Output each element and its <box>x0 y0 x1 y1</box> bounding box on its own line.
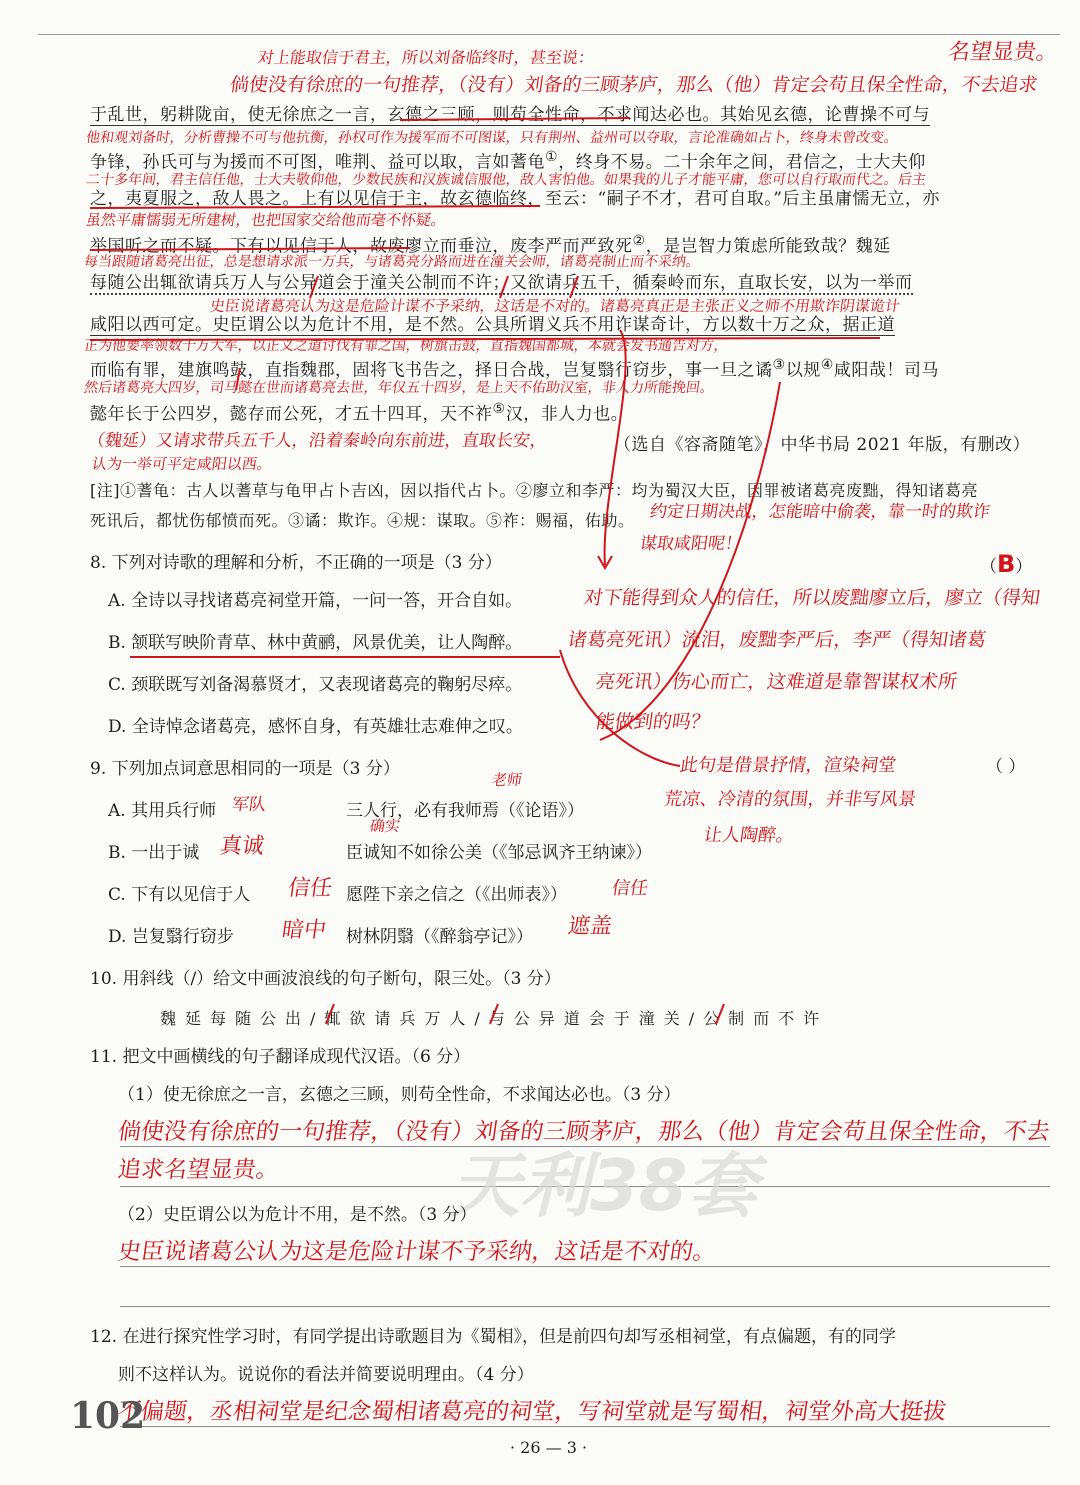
gloss-d-right: 遮盖 <box>566 914 614 939</box>
handwritten-gloss-5: 史臣说诸葛亮认为这是危险计谋不予采纳，这话是不对的。诸葛亮真正是主张正义之师不用欺诈阴谋诡计 <box>208 297 902 315</box>
passage-text: ，终身不易。二十余年之间，君信之，士大夫仰 <box>558 152 926 173</box>
passage-text: 以规 <box>785 360 821 381</box>
footnote-marker: ③ <box>772 357 786 373</box>
q9-row-d-right: 树林阴翳（《醉翁亭记》） <box>346 927 533 947</box>
gloss-b-right: 确实 <box>368 817 402 835</box>
q9-row-a-left: A. 其用兵行师 <box>108 801 217 821</box>
gloss-b-left: 真诚 <box>218 834 266 859</box>
q9-row-a-right: 三人行，必有我师焉（《论语》） <box>346 801 584 821</box>
q8-answer: B <box>997 550 1016 578</box>
handwritten-q8-note-1: 对下能得到众人的信任，所以废黜廖立后，廖立（得知 <box>582 587 1042 609</box>
red-arrow-line <box>560 650 680 766</box>
passage-text: 争锋，孙氏可与为援而不可图，唯荆、益可以取，言如蓍龟 <box>90 152 545 173</box>
red-slash <box>326 1004 334 1024</box>
q8-option-d: D. 全诗悼念诸葛亮，感怀自身，有英雄壮志难伸之叹。 <box>108 717 523 737</box>
handwritten-q8-note-4: 能做到的吗？ <box>594 711 712 733</box>
q11-answer-1a: 倘使没有徐庶的一句推荐，（没有）刘备的三顾茅庐，那么（他）肯定会苟且保全性命，不去 <box>116 1119 1052 1145</box>
passage-text: 而临有罪，建旗鸣鼓，直指魏郡，固将飞书告之，择日合战，岂复翳行窃步，事一旦之谲 <box>90 360 773 381</box>
source-citation: （选自《容斋随笔》，中华书局 2021 年版，有删改） <box>614 435 1031 455</box>
q9-row-b-right: 臣诚知不如徐公美（《邹忌讽齐王纳谏》） <box>346 843 652 863</box>
passage-text: 汉，非人力也。 <box>505 404 629 425</box>
passage-text: ，是岂智力策虑所能致哉？魏延 <box>645 236 891 257</box>
handwritten-q9-note-2: 荒凉、冷清的氛围，并非写风景 <box>662 789 918 810</box>
red-tick <box>236 368 240 390</box>
gloss-a-left: 军队 <box>230 795 268 815</box>
q8-option-a: A. 全诗以寻找诸葛亮祠堂开篇，一问一答，开合自如。 <box>108 591 523 611</box>
handwritten-gloss-8: （魏延）又请求带兵五千人，沿着秦岭向东前进，直取长安， <box>86 431 549 451</box>
handwritten-gloss-2: 二十多年间，君主信任他，士大夫敬仰他，少数民族和汉族诚信服他，敌人害怕他。如果我的儿子才能平庸，您可以自行取而代之。后主 <box>84 172 928 188</box>
red-slash <box>310 276 318 298</box>
passage-text: 咸阳以西可定。史臣谓公以为危计不用，是不然。公具所谓义兵不用诈谋奇计，方以数十万之众，据正道 <box>90 315 895 335</box>
q8-option-c: C. 颈联既写刘备渴慕贤才，又表现诸葛亮的鞠躬尽瘁。 <box>108 675 523 695</box>
q8-option-b: B. 颔联写映阶青草、林中黄鹂，风景优美，让人陶醉。 <box>108 633 523 653</box>
handwritten-note-2: 谋取咸阳呢！ <box>638 534 744 554</box>
red-underline-stroke <box>90 206 540 208</box>
q11-sentence-1: （1）使无徐庶之一言，玄德之三顾，则苟全性命，不求闻达必也。（3 分） <box>118 1085 681 1105</box>
handwritten-note-1: 约定日期决战，怎能暗中偷袭，靠一时的欺诈 <box>648 502 992 522</box>
q9-row-c-left: C. 下有以见信于人 <box>108 885 251 905</box>
q10-stem: 10. 用斜线（/）给文中画波浪线的句子断句，限三处。（3 分） <box>90 969 561 989</box>
red-slash <box>490 1004 498 1024</box>
q8-answer-paren: （B） <box>980 550 1033 578</box>
handwritten-top-note: 对上能取信于君主，所以刘备临终时，甚至说： <box>256 48 596 67</box>
passage-text: 于乱世，躬耕陇亩，使无徐庶之一言，玄德之三顾，则苟全性命，不求闻达必也。其始见玄德，论曹操不可与 <box>90 105 930 125</box>
gloss-c-left: 信任 <box>286 876 334 901</box>
gloss-d-left: 暗中 <box>280 918 328 943</box>
q12-line-2: 则不这样认为。说说你的看法并简要说明理由。（4 分） <box>118 1365 534 1385</box>
passage-text: 懿年长于公四岁，懿存而公死，才五十四耳，天不祚 <box>90 404 493 425</box>
wavy-underlined-sentence: 每随公出辄欲请兵万人与公异道会于潼关公制而不许；又欲请兵五千，循秦岭而东，直取长安，以为一举而 <box>90 273 913 293</box>
handwritten-gloss-9: 认为一举可平定咸阳以西。 <box>90 455 274 473</box>
handwritten-q9-note-1: 此句是借景抒情，渲染祠堂 <box>678 755 898 776</box>
red-underline-stroke <box>400 118 630 120</box>
footnote-line-2: 死讯后，都忧伤郁愤而死。③谲：欺诈。④规：谋取。⑤祚：赐福，佑助。 <box>90 511 635 530</box>
footnote-line-1: [注]①蓍龟：古人以蓍草与龟甲占卜吉凶，因以指代占卜。②廖立和李严：均为蜀汉大臣，因罪被诸葛亮废黜，得知诸葛亮 <box>90 481 978 500</box>
q9-row-d-left: D. 岂复翳行窃步 <box>108 927 234 947</box>
q9-row-c-right: 愿陛下亲之信之（《出师表》） <box>346 885 567 905</box>
q11-answer-1b: 追求名望显贵。 <box>116 1157 281 1183</box>
handwritten-gloss-7: 然后诸葛亮大四岁，司马懿在世而诸葛亮去世，年仅五十四岁，是上天不佑助汉室，非人力所能挽回。 <box>82 380 716 396</box>
handwritten-translation-top: 倘使没有徐庶的一句推荐，（没有）刘备的三顾茅庐，那么（他）肯定会苟且保全性命，不去追求 <box>228 74 1040 96</box>
handwritten-corner-note: 名望显贵。 <box>946 40 1060 65</box>
footnote-marker: ⑤ <box>492 401 506 417</box>
q11-stem: 11. 把文中画横线的句子翻译成现代汉语。（6 分） <box>90 1047 471 1067</box>
q9-answer-paren: （ ） <box>986 757 1026 777</box>
handwritten-q8-note-2: 诸葛亮死讯）流泪，废黜李严后，李严（得知诸葛 <box>566 629 988 651</box>
passage-text: 举国听之而不疑。下有以见信于人，故废廖立而垂泣，废李严而严致死 <box>90 236 633 257</box>
gloss-c-right: 信任 <box>610 878 650 899</box>
q9-stem: 9. 下列加点词意思相同的一项是（3 分） <box>90 759 400 779</box>
handwritten-gloss-1: 他和观刘备时，分析曹操不可与他抗衡，孙权可作为援军而不可图谋，只有荆州、益州可以夺取，言论准确如占卜，终身未曾改变。 <box>84 130 900 146</box>
q11-sentence-2: （2）史臣谓公以为危计不用，是不然。（3 分） <box>118 1205 477 1225</box>
q11-answer-2: 史臣说诸葛公认为这是危险计谋不予采纳，这话是不对的。 <box>116 1239 718 1265</box>
footnote-marker: ② <box>632 233 646 249</box>
footnote-marker: ① <box>545 149 559 165</box>
red-slash <box>500 276 508 298</box>
red-slash <box>570 276 578 298</box>
handwritten-gloss-3: 虽然平庸懦弱无所建树，也把国家交给他而毫不怀疑。 <box>84 211 448 229</box>
footer-page-label: · 26 — 3 · <box>510 1438 588 1457</box>
q12-line-1: 12. 在进行探究性学习时，有同学提出诗歌题目为《蜀相》，但是前四句却写丞相祠堂，有点偏题，有的同学 <box>90 1327 896 1347</box>
red-arrow-line <box>605 330 626 565</box>
passage-text: 咸阳哉！司马 <box>833 360 939 381</box>
book-page-number: 102 <box>70 1395 146 1437</box>
handwritten-gloss-4: 每当跟随诸葛亮出征，总是想请求派一万兵，与诸葛亮分路而进在潼关会师，诸葛亮制止而不采纳。 <box>82 254 702 270</box>
handwritten-q8-note-3: 亮死讯）伤心而亡，这难道是靠智谋权术所 <box>594 671 959 693</box>
red-arrow-line <box>600 382 780 740</box>
q12-answer: 不偏题，丞相祠堂是纪念蜀相诸葛亮的祠堂，写祠堂就是写蜀相，祠堂外高大挺拔 <box>116 1399 948 1425</box>
red-underline-stroke <box>90 338 880 340</box>
red-underline-stroke <box>90 248 410 250</box>
handwritten-gloss-6: 正为他要率领数十万大军，以正义之道讨伐有罪之国，树旗击鼓，直指魏国都城，本就会发书通告对方， <box>82 338 730 354</box>
red-slash <box>716 1004 724 1024</box>
handwritten-q9-note-3: 让人陶醉。 <box>702 825 796 846</box>
gloss-a-right: 老师 <box>490 771 524 789</box>
footnote-marker: ④ <box>820 357 834 373</box>
q9-row-b-left: B. 一出于诚 <box>108 843 200 863</box>
passage-text: 之，夷夏服之，敌人畏之。上有以见信于主，故玄德临终，至云：“嗣子不才，君可自取。”后主虽庸懦无立，亦 <box>90 189 940 209</box>
q10-sentence: 魏延每随公出/辄欲请兵万人/与公异道会于潼关/公制而不许 <box>160 1009 829 1028</box>
q8-stem: 8. 下列对诗歌的理解和分析，不正确的一项是（3 分） <box>90 553 502 573</box>
publisher-watermark: 天利38套 <box>450 1145 758 1227</box>
